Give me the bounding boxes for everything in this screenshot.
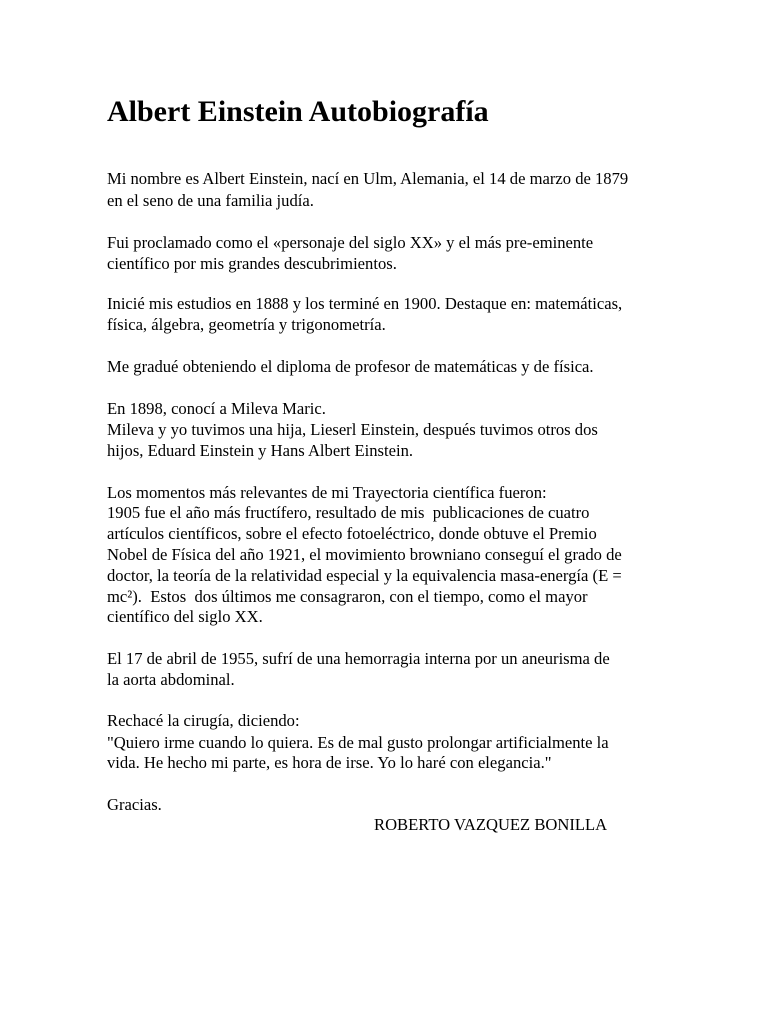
body-line: 1905 fue el año más fructífero, resultado de mis publicaciones de cuatro [107,503,590,522]
body-line: Inicié mis estudios en 1888 y los terminé en 1900. Destaque en: matemáticas, [107,294,623,313]
body-line: física, álgebra, geometría y trigonometría. [107,315,386,334]
body-line: mc²). Estos dos últimos me consagraron, con el tiempo, como el mayor [107,587,588,606]
body-line: Mi nombre es Albert Einstein, nací en Ulm, Alemania, el 14 de marzo de 1879 [107,169,629,188]
quote-line: "Quiero irme cuando lo quiera. Es de mal gusto prolongar artificialmente la [107,733,609,752]
body-line: hijos, Eduard Einstein y Hans Albert Einstein. [107,441,414,460]
body-line: científico del siglo XX. [107,607,263,626]
body-line: científico por mis grandes descubrimientos. [107,254,397,273]
body-line: artículos científicos, sobre el efecto fotoeléctrico, donde obtuve el Premio [107,524,597,543]
body-line: Me gradué obteniendo el diploma de profesor de matemáticas y de física. [107,357,594,376]
quote-line: vida. He hecho mi parte, es hora de irse. Yo lo haré con elegancia." [107,753,552,772]
author-signature: ROBERTO VAZQUEZ BONILLA [374,815,608,834]
body-line: en el seno de una familia judía. [107,191,314,210]
body-line: Rechacé la cirugía, diciendo: [107,711,300,730]
body-line: doctor, la teoría de la relatividad especial y la equivalencia masa-energía (E = [107,566,622,585]
closing-line: Gracias. [107,795,162,814]
body-line: Nobel de Física del año 1921, el movimiento browniano conseguí el grado de [107,545,622,564]
body-line: En 1898, conocí a Mileva Maric. [107,399,326,418]
body-line: El 17 de abril de 1955, sufrí de una hemorragia interna por un aneurisma de [107,649,610,668]
body-line: Los momentos más relevantes de mi Trayectoria científica fueron: [107,483,547,502]
body-line: Mileva y yo tuvimos una hija, Lieserl Einstein, después tuvimos otros dos [107,420,598,439]
body-line: Fui proclamado como el «personaje del siglo XX» y el más pre-eminente [107,233,594,252]
document-title: Albert Einstein Autobiografía [107,95,489,128]
body-line: la aorta abdominal. [107,670,235,689]
